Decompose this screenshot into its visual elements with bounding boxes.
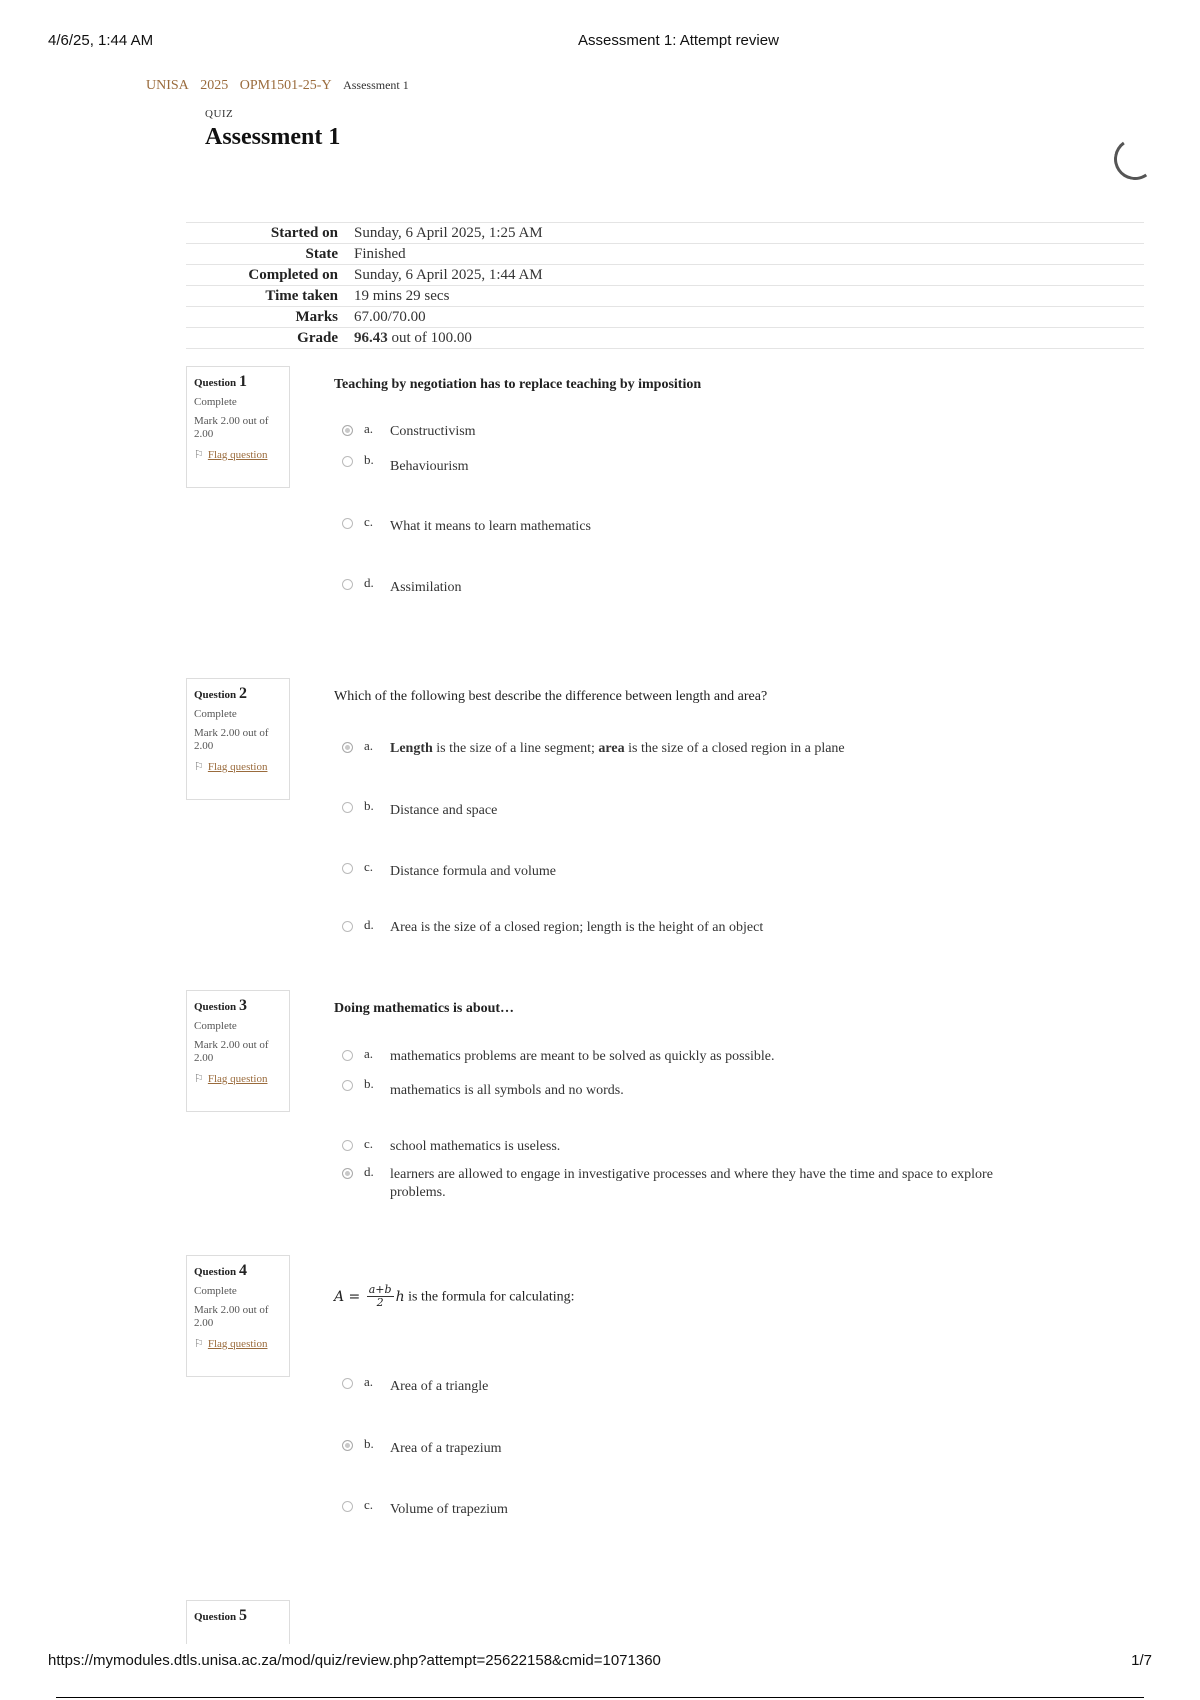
- radio-button[interactable]: [342, 1168, 353, 1179]
- breadcrumb-current: Assessment 1: [343, 78, 409, 92]
- footer-divider: [56, 1697, 1144, 1698]
- summary-value: [354, 328, 1144, 349]
- flag-icon: ⚐: [194, 1073, 204, 1085]
- breadcrumb-year[interactable]: 2025: [200, 78, 229, 93]
- radio-button[interactable]: [342, 456, 353, 467]
- radio-button[interactable]: [342, 1501, 353, 1512]
- print-header: [48, 32, 1152, 52]
- summary-key: Completed on: [186, 265, 354, 286]
- breadcrumb-unisa[interactable]: UNISA: [146, 78, 189, 93]
- flag-icon: ⚐: [194, 449, 204, 461]
- question-state: Complete: [194, 1020, 237, 1032]
- summary-key: Grade: [186, 328, 354, 349]
- page-number: 1/7: [1131, 1652, 1152, 1669]
- summary-row: [186, 223, 1144, 244]
- print-url: https://mymodules.dtls.unisa.ac.za/mod/quiz/review.php?attempt=25622158&cmid=1071360: [48, 1652, 661, 1669]
- grade-out-of: out of 100.00: [391, 330, 472, 346]
- breadcrumb: [146, 78, 409, 94]
- radio-button[interactable]: [342, 1080, 353, 1091]
- radio-button[interactable]: [342, 1050, 353, 1061]
- summary-key: Time taken: [186, 286, 354, 307]
- question-state: Complete: [194, 396, 237, 408]
- question-text-4: A = $\frac{a+b}{2}$ h is the formula for calculating:: [334, 1283, 575, 1309]
- radio-button[interactable]: [342, 863, 353, 874]
- summary-key: State: [186, 244, 354, 265]
- page-title: Assessment 1: [205, 124, 341, 150]
- flag-question-link[interactable]: ⚐ Flag question: [194, 449, 268, 461]
- summary-row: [186, 307, 1144, 328]
- question-number: Question 5: [194, 1607, 247, 1624]
- question-number: Question 4: [194, 1262, 247, 1279]
- quiz-label: QUIZ: [205, 108, 234, 120]
- summary-value: Sunday, 6 April 2025, 1:44 AM: [354, 265, 1144, 286]
- question-mark: Mark 2.00 out of 2.00: [194, 1039, 269, 1064]
- question-info-1: [186, 366, 290, 488]
- radio-button[interactable]: [342, 1440, 353, 1451]
- flag-question-link[interactable]: ⚐ Flag question: [194, 1338, 268, 1350]
- radio-button[interactable]: [342, 1378, 353, 1389]
- attempt-summary-table: [186, 222, 1144, 349]
- question-number: Question 1: [194, 373, 247, 390]
- question-state: Complete: [194, 1285, 237, 1297]
- question-info-3: [186, 990, 290, 1112]
- radio-button[interactable]: [342, 921, 353, 932]
- radio-button[interactable]: [342, 518, 353, 529]
- radio-button[interactable]: [342, 802, 353, 813]
- grade-value: 96.43: [354, 330, 388, 346]
- summary-row: [186, 286, 1144, 307]
- question-number: Question 2: [194, 685, 247, 702]
- loading-spinner-icon: [1111, 135, 1160, 184]
- print-date: 4/6/25, 1:44 AM: [48, 32, 154, 49]
- radio-button[interactable]: [342, 742, 353, 753]
- flag-icon: ⚐: [194, 1338, 204, 1350]
- question-state: Complete: [194, 708, 237, 720]
- radio-button[interactable]: [342, 1140, 353, 1151]
- question-mark: Mark 2.00 out of 2.00: [194, 415, 269, 440]
- summary-row: [186, 265, 1144, 286]
- summary-key: Marks: [186, 307, 354, 328]
- flag-question-link[interactable]: ⚐ Flag question: [194, 1073, 268, 1085]
- formula: A = $\frac{a+b}{2}$ h: [334, 1283, 405, 1309]
- breadcrumb-module[interactable]: OPM1501-25-Y: [239, 78, 332, 93]
- flag-question-link[interactable]: ⚐ Flag question: [194, 761, 268, 773]
- question-text-2: Which of the following best describe the difference between length and area?: [334, 689, 768, 704]
- summary-row: [186, 244, 1144, 265]
- summary-value: 67.00/70.00: [354, 307, 1144, 328]
- summary-row: [186, 328, 1144, 349]
- question-mark: Mark 2.00 out of 2.00: [194, 727, 269, 752]
- radio-button[interactable]: [342, 579, 353, 590]
- summary-value: 19 mins 29 secs: [354, 286, 1144, 307]
- question-text-1: Teaching by negotiation has to replace teaching by imposition: [334, 377, 702, 392]
- question-info-5: [186, 1600, 290, 1644]
- summary-key: Started on: [186, 223, 354, 244]
- question-number: Question 3: [194, 997, 247, 1014]
- print-title: Assessment 1: Attempt review: [578, 32, 779, 49]
- question-mark: Mark 2.00 out of 2.00: [194, 1304, 269, 1329]
- flag-icon: ⚐: [194, 761, 204, 773]
- radio-button[interactable]: [342, 425, 353, 436]
- summary-value: Sunday, 6 April 2025, 1:25 AM: [354, 223, 1144, 244]
- question-info-2: [186, 678, 290, 800]
- summary-value: Finished: [354, 244, 1144, 265]
- question-info-4: [186, 1255, 290, 1377]
- question-text-3: Doing mathematics is about…: [334, 1001, 515, 1016]
